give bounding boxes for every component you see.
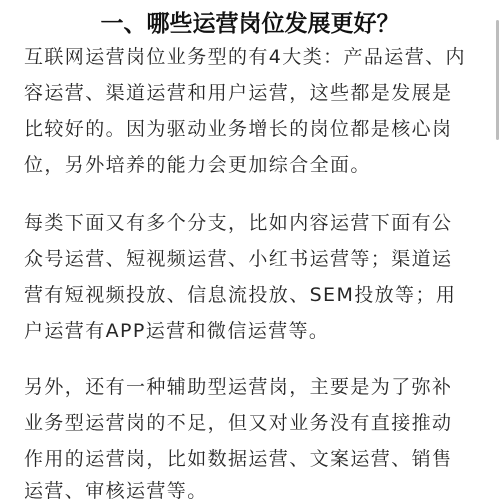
paragraph-line: 业务型运营岗的不足，但又对业务没有直接推动 bbox=[24, 412, 453, 434]
paragraph-line: 作用的运营岗，比如数据运营、文案运营、销售 bbox=[24, 448, 453, 470]
paragraph-line: 每类下面又有多个分支，比如内容运营下面有公 bbox=[24, 212, 453, 234]
section-heading: 一、哪些运营岗位发展更好？ bbox=[100, 11, 400, 37]
paragraph-line: 另外，还有一种辅助型运营岗，主要是为了弥补 bbox=[24, 376, 453, 398]
paragraph-line: 运营、审核运营等。 bbox=[24, 480, 208, 502]
paragraph-line: 容运营、渠道运营和用户运营，这些都是发展是 bbox=[24, 82, 453, 104]
paragraph-line: 比较好的。因为驱动业务增长的岗位都是核心岗 bbox=[24, 118, 453, 140]
scrollbar[interactable] bbox=[494, 0, 500, 488]
paragraph-line: 营有短视频投放、信息流投放、SEM投放等；用 bbox=[24, 284, 457, 306]
paragraph-line: 户运营有APP运营和微信运营等。 bbox=[24, 320, 330, 342]
paragraph-line: 位，另外培养的能力会更加综合全面。 bbox=[24, 154, 371, 176]
scrollbar-thumb[interactable] bbox=[496, 20, 499, 140]
paragraph-line: 互联网运营岗位业务型的有4大类：产品运营、内 bbox=[24, 46, 466, 68]
paragraph-line: 众号运营、短视频运营、小红书运营等；渠道运 bbox=[24, 248, 453, 270]
